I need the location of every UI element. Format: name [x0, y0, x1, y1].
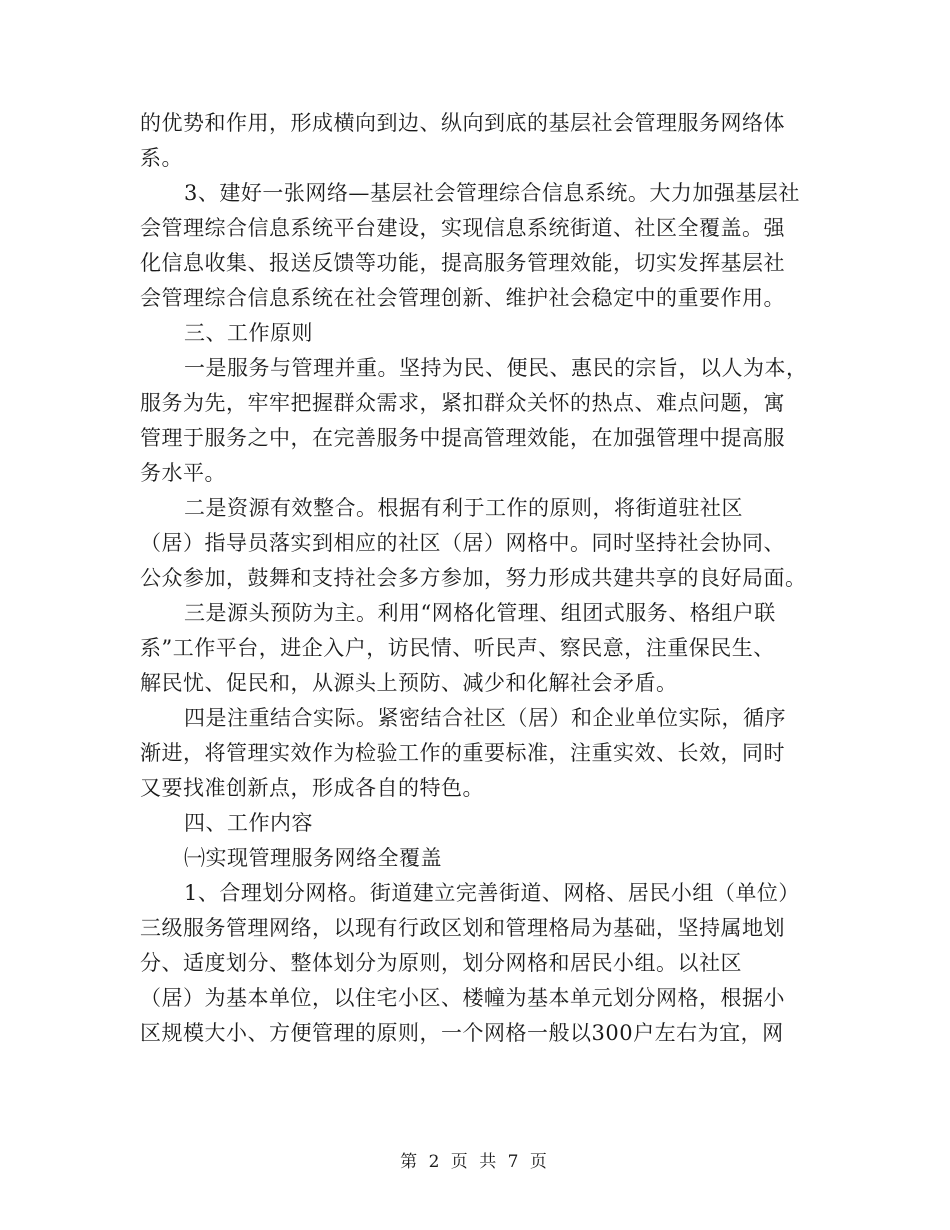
paragraph-info-system — [140, 176, 812, 316]
text-line: 1、合理划分网格。街道建立完善街道、网格、居民小组（单位） — [184, 881, 800, 905]
text-line: 分、适度划分、整体划分为原则，划分网格和居民小组。以社区 — [140, 951, 742, 975]
text-line: 会管理综合信息系统在社会管理创新、维护社会稳定中的重要作用。 — [140, 286, 785, 310]
subsection-heading-network-coverage: ㈠实现管理服务网络全覆盖 — [184, 846, 442, 870]
text-line: 的优势和作用，形成横向到边、纵向到底的基层社会管理服务网络体 — [140, 111, 785, 135]
page-number: 第 2 页 共 7 页 — [400, 1152, 550, 1172]
text-line: （居）指导员落实到相应的社区（居）网格中。同时坚持社会协同、 — [140, 531, 785, 555]
text-line: 系”工作平台，进企入户，访民情、听民声、察民意，注重保民生、 — [140, 636, 775, 660]
section-heading-work-principles: 三、工作原则 — [184, 321, 313, 345]
text-line: 服务为先，牢牢把握群众需求，紧扣群众关怀的热点、难点问题，寓 — [140, 391, 785, 415]
text-line: 3、建好一张网络—基层社会管理综合信息系统。大力加强基层社 — [184, 181, 800, 205]
paragraph-principle-one — [140, 351, 812, 491]
text-line: 会管理综合信息系统平台建设，实现信息系统街道、社区全覆盖。强 — [140, 216, 785, 240]
text-line: 解民忧、促民和，从源头上预防、减少和化解社会矛盾。 — [140, 671, 678, 695]
text-line: 务水平。 — [140, 461, 226, 485]
paragraph-principle-four — [140, 701, 812, 806]
text-line: 一是服务与管理并重。坚持为民、便民、惠民的宗旨，以人为本， — [184, 356, 808, 380]
text-line: 四是注重结合实际。紧密结合社区（居）和企业单位实际，循序 — [184, 706, 786, 730]
text-line: 又要找准创新点，形成各自的特色。 — [140, 776, 484, 800]
text-line: 三是源头预防为主。利用“网格化管理、组团式服务、格组户联 — [184, 601, 776, 625]
text-line: 化信息收集、报送反馈等功能，提高服务管理效能，切实发挥基层社 — [140, 251, 785, 275]
section-heading-work-content: 四、工作内容 — [184, 811, 313, 835]
text-line: 三级服务管理网络，以现有行政区划和管理格局为基础，坚持属地划 — [140, 916, 785, 940]
paragraph-network-system-continued — [140, 106, 812, 176]
text-line: 系。 — [140, 146, 183, 170]
text-line: 区规模大小、方便管理的原则，一个网格一般以300户左右为宜，网 — [140, 1021, 784, 1045]
paragraph-principle-three — [140, 596, 812, 701]
paragraph-grid-division — [140, 876, 812, 1051]
text-line: 管理于服务之中，在完善服务中提高管理效能，在加强管理中提高服 — [140, 426, 785, 450]
paragraph-principle-two — [140, 491, 812, 596]
text-line: （居）为基本单位，以住宅小区、楼幢为基本单元划分网格，根据小 — [140, 986, 785, 1010]
text-line: 二是资源有效整合。根据有利于工作的原则，将街道驻社区 — [184, 496, 743, 520]
text-line: 公众参加，鼓舞和支持社会多方参加，努力形成共建共享的良好局面。 — [140, 566, 807, 590]
text-line: 渐进，将管理实效作为检验工作的重要标准，注重实效、长效，同时 — [140, 741, 785, 765]
document-body — [140, 106, 812, 1051]
